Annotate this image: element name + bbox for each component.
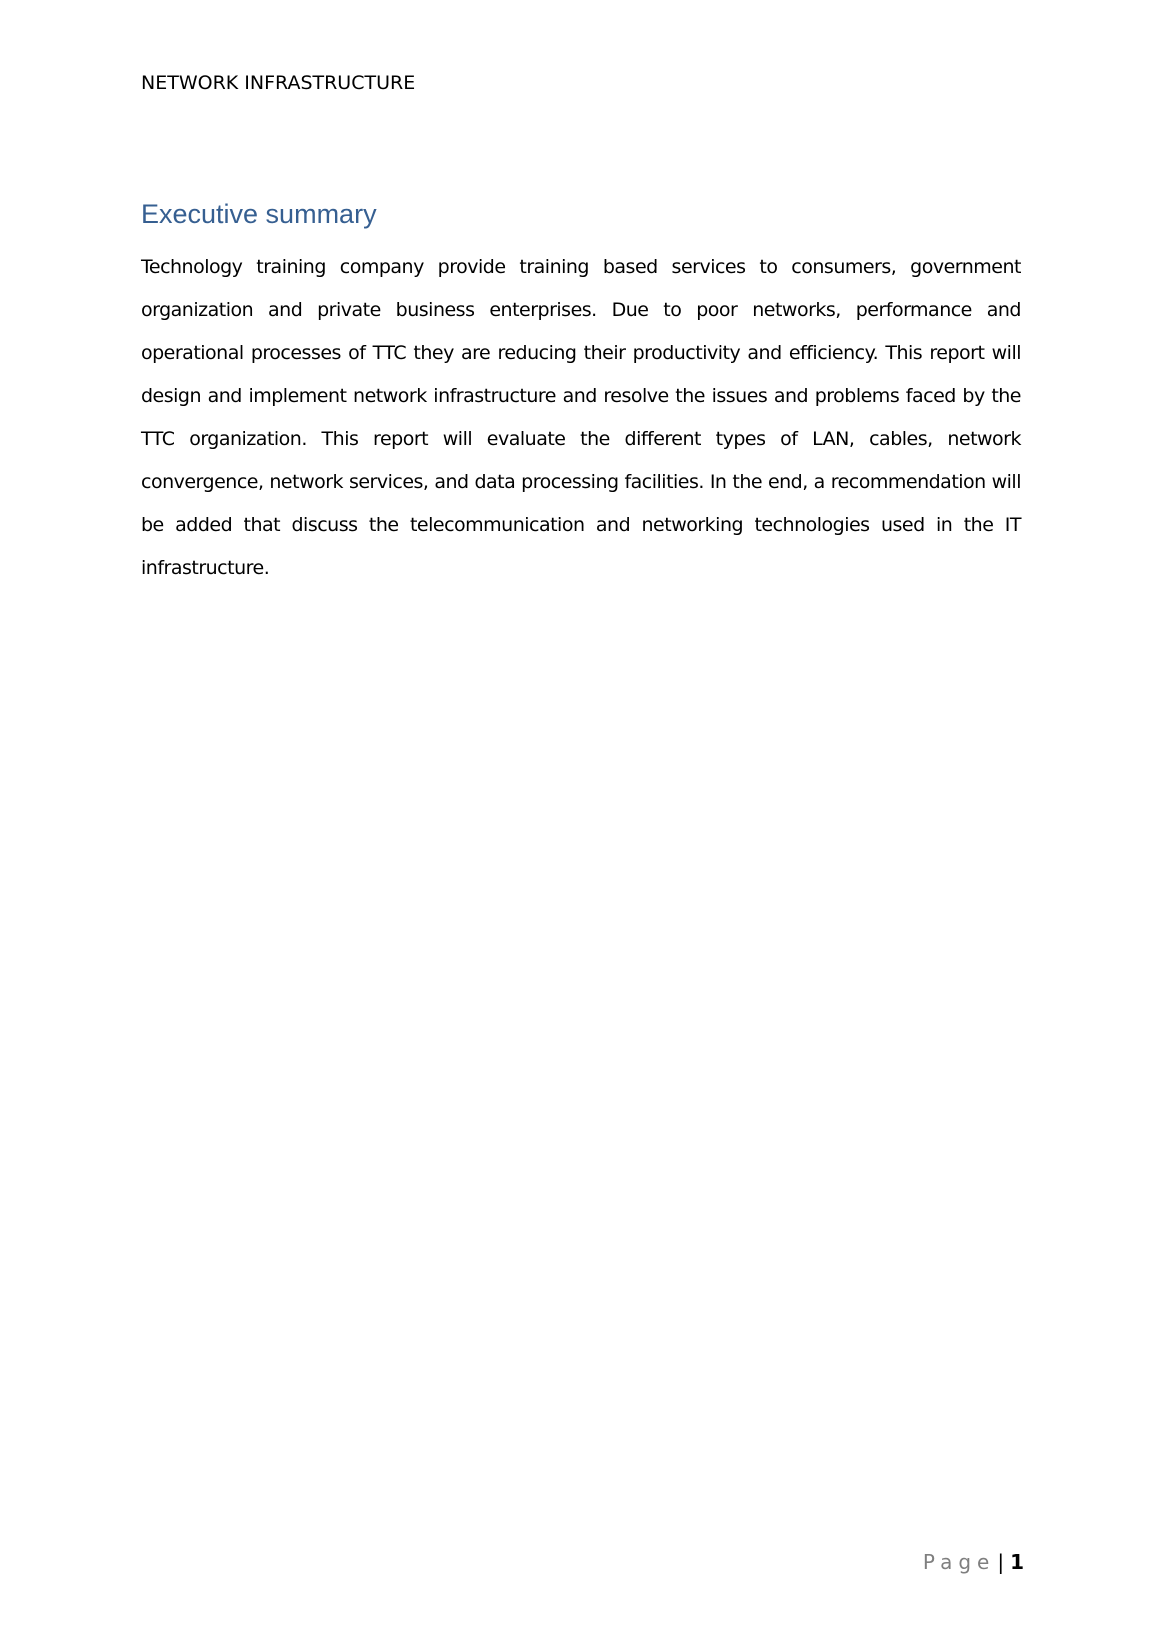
page-label: Page <box>922 1550 996 1574</box>
page-separator: | <box>997 1550 1005 1574</box>
section-heading: Executive summary <box>141 199 377 229</box>
running-header: NETWORK INFRASTRUCTURE <box>141 72 416 94</box>
page-number: 1 <box>1010 1550 1024 1574</box>
body-paragraph: Technology training company provide training based services to consumers, government organization and private business enterprises. Due to poor networks, performance and operational processes of TTC they are reducing their productivity and efficiency. This report will design and implement network infrastructure and resolve the issues and problems faced by the TTC organization. This report will evaluate the different types of LAN, cables, network convergence, network services, and data processing facilities. In the end, a recommendation will be added that discuss the telecommunication and networking technologies used in the IT infrastructure. <box>141 256 1021 579</box>
page-footer <box>923 1550 1024 1574</box>
